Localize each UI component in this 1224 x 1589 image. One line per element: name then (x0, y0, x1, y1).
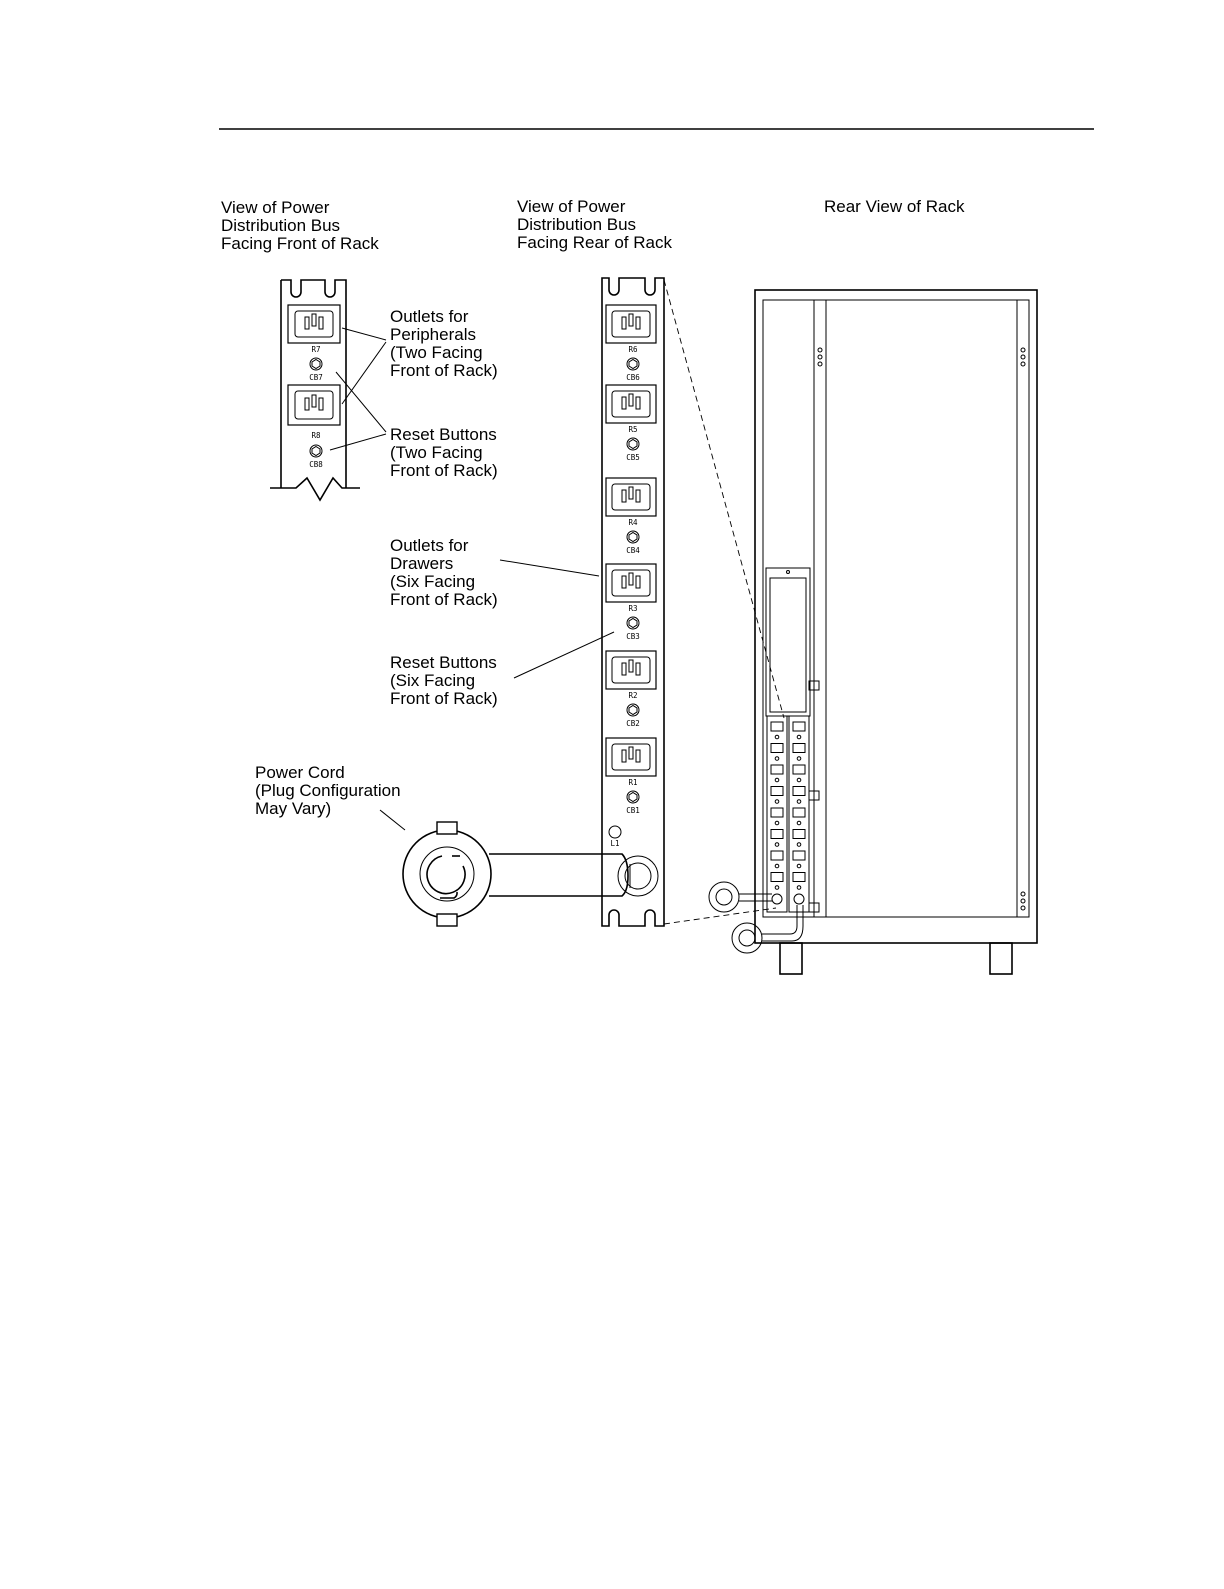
breaker-label-cb3: CB3 (626, 632, 640, 641)
breaker-cb7 (310, 358, 322, 370)
lamp-label-l1: L1 (610, 839, 620, 848)
cord-strain-relief (618, 856, 658, 896)
outlet-r2 (606, 651, 656, 689)
outlet-r7 (288, 305, 340, 343)
rack-rear-view (709, 290, 1037, 974)
callout-reset-two: Reset Buttons (Two Facing Front of Rack) (390, 425, 498, 480)
breaker-label-cb1: CB1 (626, 806, 640, 815)
breaker-cb2 (627, 704, 639, 716)
breaker-cb3 (627, 617, 639, 629)
outlet-label-r3: R3 (628, 604, 638, 613)
rack-view-heading: Rear View of Rack (824, 197, 965, 216)
outlet-label-r6: R6 (628, 345, 638, 354)
outlet-r6 (606, 305, 656, 343)
outlet-label-r7: R7 (311, 345, 321, 354)
outlet-label-r4: R4 (628, 518, 638, 527)
indicator-lamp (609, 826, 621, 838)
projection-line-bottom (664, 908, 776, 924)
breaker-label-cb5: CB5 (626, 453, 640, 462)
front-bus-panel (270, 280, 360, 500)
outlet-label-r1: R1 (628, 778, 638, 787)
breaker-cb8 (310, 445, 322, 457)
callout-outlets-peripherals: Outlets for Peripherals (Two Facing Front of Rack) (390, 307, 498, 380)
outlet-r5 (606, 385, 656, 423)
breaker-cb5 (627, 438, 639, 450)
rear-view-heading: View of Power Distribution Bus Facing Rear of Rack (517, 197, 672, 252)
callout-outlets-drawers: Outlets for Drawers (Six Facing Front of Rack) (390, 536, 498, 609)
callout-reset-six: Reset Buttons (Six Facing Front of Rack) (390, 653, 498, 708)
outlet-r8 (288, 385, 340, 425)
breaker-label-cb6: CB6 (626, 373, 640, 382)
outlet-r4 (606, 478, 656, 516)
power-cord (489, 854, 630, 896)
rack-pdu-strip (767, 716, 787, 912)
outlet-label-r2: R2 (628, 691, 638, 700)
rack-pdu-strip (789, 716, 809, 912)
outlet-label-r8: R8 (311, 431, 321, 440)
outlet-r3 (606, 564, 656, 602)
power-plug (403, 822, 491, 926)
front-view-heading: View of Power Distribution Bus Facing Front of Rack (221, 198, 379, 253)
breaker-label-cb7: CB7 (309, 373, 323, 382)
breaker-cb1 (627, 791, 639, 803)
outlet-r1 (606, 738, 656, 776)
rear-bus-panel (602, 278, 664, 926)
breaker-label-cb8: CB8 (309, 460, 323, 469)
breaker-cb4 (627, 531, 639, 543)
callout-power-cord: Power Cord (Plug Configuration May Vary) (255, 763, 401, 818)
outlet-label-r5: R5 (628, 425, 638, 434)
breaker-cb6 (627, 358, 639, 370)
breaker-label-cb4: CB4 (626, 546, 640, 555)
breaker-label-cb2: CB2 (626, 719, 640, 728)
